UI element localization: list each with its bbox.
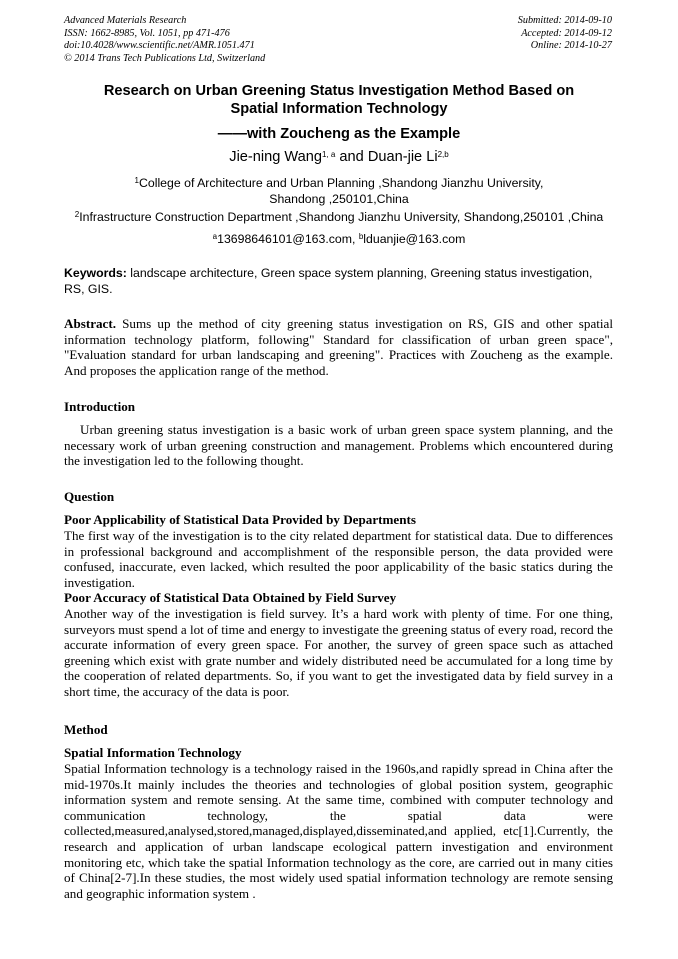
submitted-date: Submitted: 2014-09-10 [517, 15, 612, 26]
email-a: 13698646101@163.com, [217, 232, 359, 246]
affiliation-1-line-2: Shandong ,250101,China [269, 192, 409, 206]
email-b: lduanjie@163.com [363, 232, 466, 246]
method-heading: Method [64, 722, 108, 737]
method-text-1: Spatial Information technology is a technology raised in the 1960s,and rapidly spread in China after the mid-1970s.It mainly includes the theories and technologies of global position system, geographic information system and remote sensing. At the same time, combined with computer technology and communication technology, the spatial data were collected,measured,analysed,stored,managed,displayed,disseminated,and applied, etc[1].Currently, the research and application of urban landscape ecological pattern investigation and environment monitoring etc, which take the spatial Information technology as the core, are carried out in many cities of China[2-7].In these studies, the most widely used spatial information technology are remote sensing and geographic information system . [64, 761, 613, 901]
question-subheading-2: Poor Accuracy of Statistical Data Obtained by Field Survey [64, 590, 397, 605]
author-separator: and [335, 149, 368, 165]
introduction-text: Urban greening status investigation is a basic work of urban green space system planning, and the necessary work of urban greening construction and management. Problems which encountered during the investigation led to the following thought. [64, 422, 613, 469]
paper-subtitle: ——with Zoucheng as the Example [217, 126, 461, 142]
affiliation-2-marker: 2 [74, 210, 80, 219]
introduction-heading: Introduction [64, 399, 136, 414]
question-text-1: The first way of the investigation is to the city related department for statistical data. Due to differences in professional background and accomplishment of the responsible person, the data provided were confused, inaccurate, even lacked, which resulted the poor applicability of the basic statics during the investigation. [64, 528, 613, 590]
copyright: © 2014 Trans Tech Publications Ltd, Switzerland [64, 52, 266, 64]
author-2: Duan-jie Li [367, 149, 438, 165]
author-1: Jie-ning Wang [229, 149, 323, 165]
keywords-label: Keywords: [64, 266, 127, 280]
question-text-2: Another way of the investigation is field survey. It’s a hard work with plenty of time. For one thing, surveyors must spend a lot of time and energy to investigate the greening status of every road, record the accurate information of every green space. For another, the survey of green space such as attached greening which exist with grate number and widely distributed need be accumulated for a long time by the cooperation of related departments. So, if you want to get the investigated data by field survey in a short time, the accuracy of the data is poor. [64, 606, 613, 699]
author-2-affiliation: 2,b [437, 150, 449, 159]
affiliation-2: $^2$Infrastructure Construction Department ,Shandong Jianzhu University, Shandong,250101 ,China [74, 210, 604, 224]
author-1-affiliation: 1, a [322, 150, 336, 159]
email-b-marker: b [358, 232, 364, 241]
method-subheading-1: Spatial Information Technology [64, 745, 242, 760]
journal-name: Advanced Materials Research [64, 15, 187, 26]
issn-volume: ISSN: 1662-8985, Vol. 1051, pp 471-476 [64, 27, 230, 39]
submission-dates [518, 15, 612, 53]
email-a-marker: a [212, 232, 218, 241]
affiliation-1-line-1: $^1$College of Architecture and Urban Planning ,Shandong Jianzhu University, [134, 176, 544, 190]
accepted-date: Accepted: 2014-09-12 [521, 27, 612, 39]
title-line-2: Spatial Information Technology [230, 101, 448, 117]
affiliation-1 [40, 175, 638, 207]
title-line-1: Research on Urban Greening Status Investigation Method Based on [103, 83, 575, 99]
keywords-text: landscape architecture, Green space system planning, Greening status investigation, RS, GIS. [64, 266, 593, 296]
question-heading: Question [64, 489, 115, 504]
abstract-text: Sums up the method of city greening status investigation on RS, GIS and other spatial information technology platform, following" Standard for classification of urban green space", "Evaluation standard for urban landscaping and greening". Practices with Zoucheng as the example. And proposes the application range of the method. [64, 316, 613, 378]
abstract [64, 316, 613, 378]
journal-info [64, 15, 265, 65]
author-emails [40, 231, 638, 247]
abstract-label: Abstract. [64, 316, 116, 331]
author-list [40, 148, 638, 166]
online-date: Online: 2014-10-27 [530, 40, 612, 51]
affiliation-1-marker: 1 [134, 176, 139, 185]
doi: doi:10.4028/www.scientific.net/AMR.1051.471 [64, 40, 255, 51]
paper-title [40, 82, 638, 118]
question-subheading-1: Poor Applicability of Statistical Data Provided by Departments [64, 512, 416, 527]
keywords [64, 266, 613, 297]
